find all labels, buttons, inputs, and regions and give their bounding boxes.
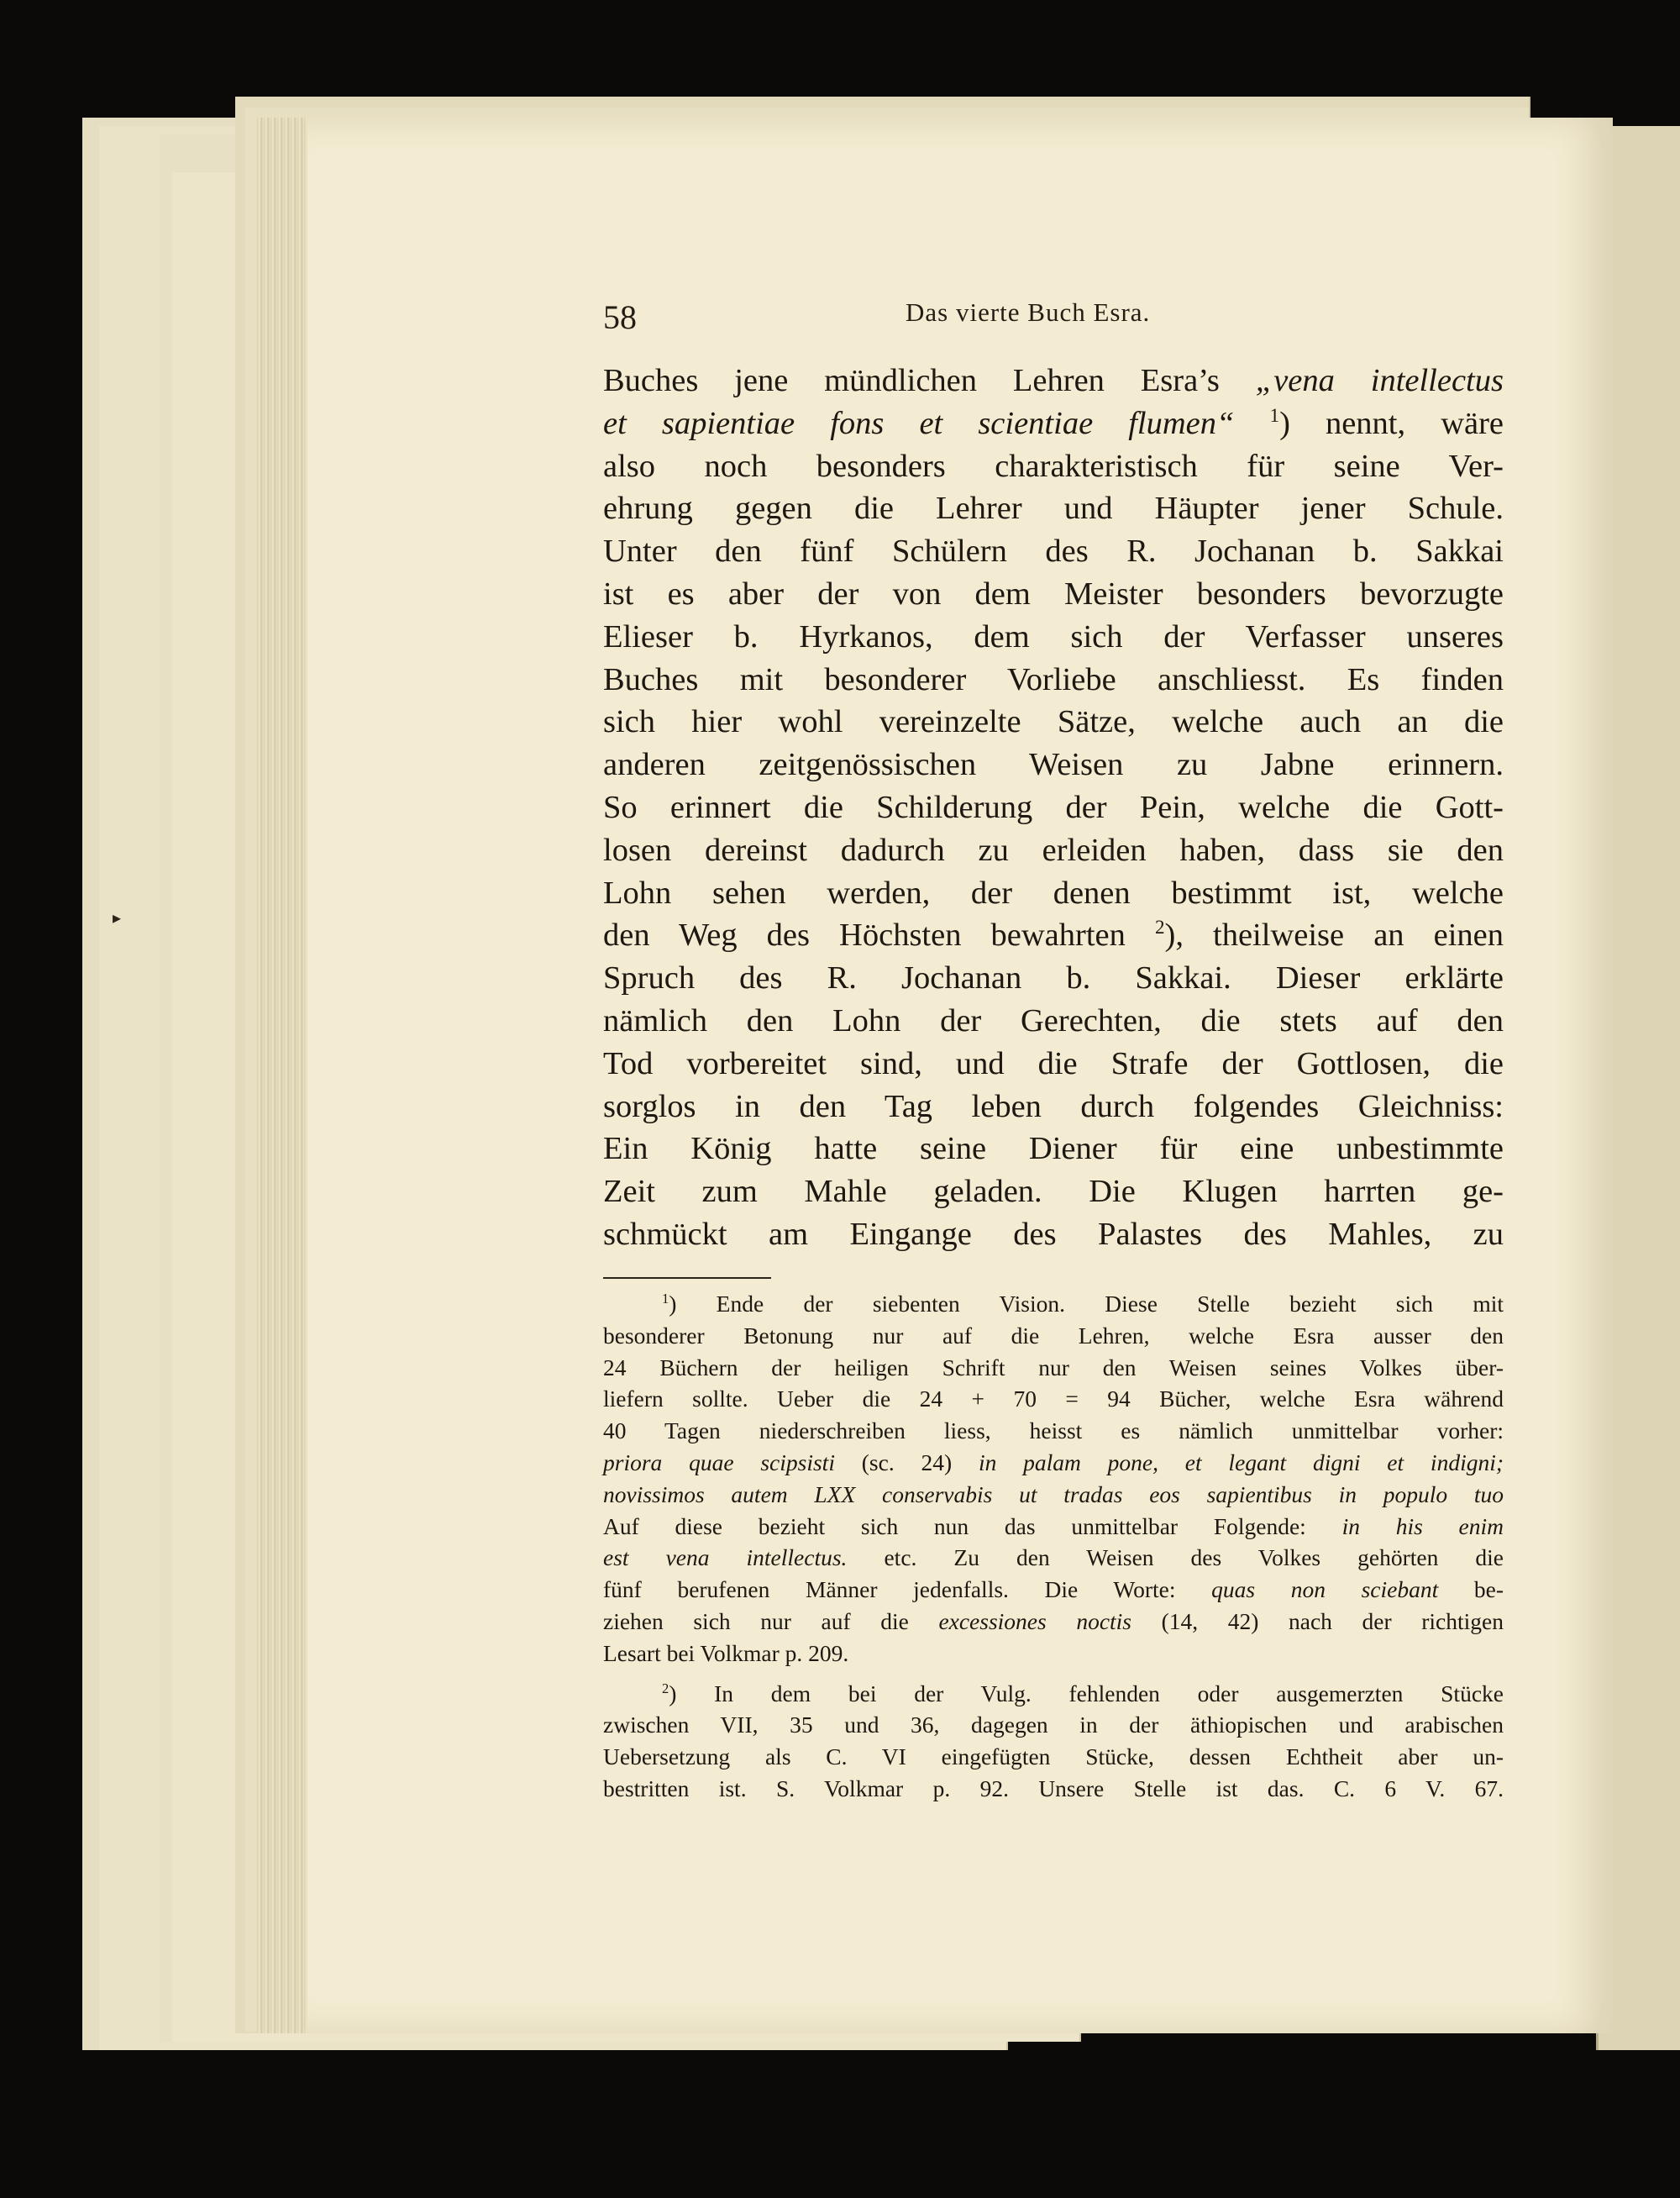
text-line: Elieser b. Hyrkanos, dem sich der Verfasser unseres (603, 618, 1504, 655)
page-header (603, 294, 1504, 336)
footnote-line: 24 Büchern der heiligen Schrift nur den Weisen seines Volkes über- (603, 1354, 1504, 1380)
text-line: anderen zeitgenössischen Weisen zu Jabne erinnern. (603, 747, 1504, 783)
text-line: Buches mit besonderer Vorliebe anschliesst. Es finden (603, 661, 1504, 697)
footnote-line: Lesart bei Volkmar p. 209. (603, 1639, 849, 1666)
text-line: Tod vorbereitet sind, und die Strafe der Gottlosen, die (603, 1045, 1504, 1081)
page-number: 58 (603, 298, 637, 336)
footnote-gap (603, 1670, 1504, 1678)
footnote-rule (603, 1277, 771, 1279)
running-title: Das vierte Buch Esra. (906, 297, 1151, 327)
footnote-line: zwischen VII, 35 und 36, dagegen in der äthiopischen und arabischen (603, 1712, 1504, 1738)
footnote-line: bestritten ist. S. Volkmar p. 92. Unsere Stelle ist das. C. 6 V. 67. (603, 1775, 1504, 1801)
text-line: Lohn sehen werden, der denen bestimmt ist, welche (603, 875, 1504, 911)
text-line: Ein König hatte seine Diener für eine unbestimmte (603, 1131, 1504, 1167)
footnote-ref: 1 (1269, 403, 1280, 426)
footnote-line: 40 Tagen niederschreiben liess, heisst es nämlich unmittelbar vorher: (603, 1417, 1504, 1444)
text-line: losen dereinst dadurch zu erleiden haben, dass sie den (603, 832, 1504, 868)
footnote-line: $^1$) Ende der siebenten Vision. Diese Stelle bezieht sich mit (662, 1290, 1504, 1317)
text-line: Spruch des R. Jochanan b. Sakkai. Dieser erklärte (603, 960, 1504, 996)
body-text (603, 360, 1504, 1256)
speck-mark: ▸ (113, 909, 122, 928)
text-line: den Weg des Höchsten bewahrten $^2$), theilweise an einen (603, 916, 1504, 954)
footnote-line: $^2$) In dem bei der Vulg. fehlenden oder ausgemerzten Stücke (662, 1680, 1504, 1706)
footnote-line: novissimos autem LXX conservabis ut tradas eos sapientibus in populo tuo (603, 1480, 1504, 1507)
text-line: schmückt am Eingange des Palastes des Mahles, zu (603, 1216, 1504, 1252)
text-line: Unter den fünf Schülern des R. Jochanan b. Sakkai (603, 534, 1504, 570)
footnote-line: fünf berufenen Männer jedenfalls. Die Worte: quas non sciebant be- (603, 1576, 1504, 1603)
text-line: et sapientiae fons et scientiae flumen“ $^1$) nennt, wäre (603, 403, 1504, 441)
text-line: sich hier wohl vereinzelte Sätze, welche auch an die (603, 704, 1504, 740)
footnote-line: est vena intellectus. etc. Zu den Weisen des Volkes gehörten die (603, 1544, 1504, 1571)
footnote-line: liefern sollte. Ueber die 24 + 70 = 94 Bücher, welche Esra während (603, 1386, 1504, 1412)
footnotes (603, 1288, 1504, 1805)
footnote-marker: 1 (662, 1290, 669, 1307)
footnote-line: ziehen sich nur auf die excessiones noctis (14, 42) nach der richtigen (603, 1607, 1504, 1634)
text-line: So erinnert die Schilderung der Pein, welche die Gott- (603, 789, 1504, 825)
text-line: also noch besonders charakteristisch für seine Ver- (603, 448, 1504, 484)
footnote-line: Uebersetzung als C. VI eingefügten Stücke, dessen Echtheit aber un- (603, 1743, 1504, 1770)
text-line: Buches jene mündlichen Lehren Esra’s „vena intellectus (603, 363, 1504, 398)
page-edges (257, 118, 307, 2033)
footnote-line: Auf diese bezieht sich nun das unmittelbar Folgende: in his enim (603, 1512, 1504, 1539)
text-line: ist es aber der von dem Meister besonders bevorzugte (603, 576, 1504, 612)
text-line: Zeit zum Mahle geladen. Die Klugen harrten ge- (603, 1174, 1504, 1210)
footnote-ref: 2 (1154, 916, 1165, 939)
footnote-marker: 2 (662, 1680, 669, 1696)
text-line: sorglos in den Tag leben durch folgendes Gleichniss: (603, 1088, 1504, 1124)
footnote-line: priora quae scipsisti (sc. 24) in palam pone, et legant digni et indigni; (603, 1449, 1504, 1475)
text-line: ehrung gegen die Lehrer und Häupter jener Schule. (603, 491, 1504, 527)
text-line: nämlich den Lohn der Gerechten, die stets auf den (603, 1002, 1504, 1039)
footnote-line: besonderer Betonung nur auf die Lehren, welche Esra ausser den (603, 1322, 1504, 1349)
